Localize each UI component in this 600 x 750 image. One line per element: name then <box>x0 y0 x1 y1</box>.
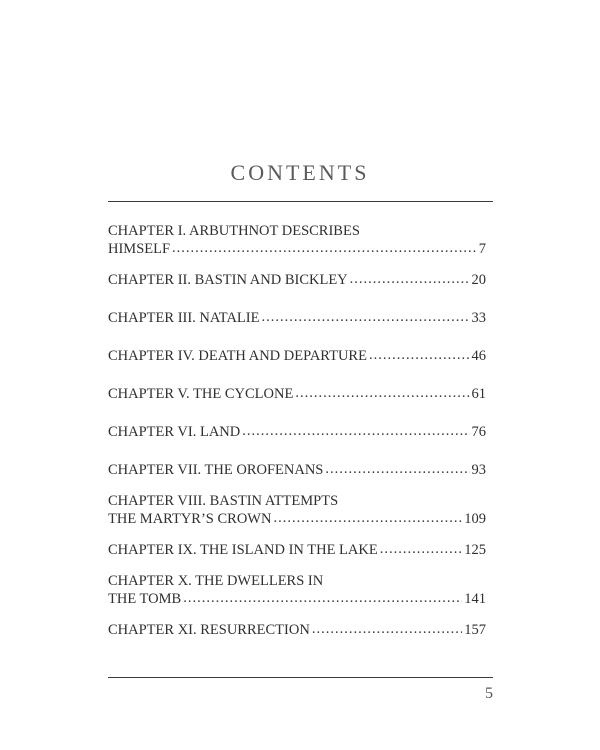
dot-leader <box>273 509 462 527</box>
page-number: 5 <box>485 685 493 702</box>
dot-leader <box>325 460 469 478</box>
toc-entry-title: CHAPTER VI. LAND <box>108 424 241 440</box>
toc-entry-title: CHAPTER II. BASTIN AND BICKLEY <box>108 272 348 288</box>
dot-leader <box>242 422 469 440</box>
dot-leader <box>183 589 462 607</box>
toc-entry-chapter-10[interactable] <box>108 572 486 608</box>
dot-leader <box>295 384 469 402</box>
toc-entry-page-number: 46 <box>471 348 486 364</box>
toc-entry-title: CHAPTER IV. DEATH AND DEPARTURE <box>108 348 367 364</box>
toc-entry-chapter-11[interactable] <box>108 621 486 639</box>
toc-entry-title: CHAPTER V. THE CYCLONE <box>108 386 294 402</box>
dot-leader <box>380 540 463 558</box>
toc-entry-page-number: 109 <box>464 511 486 527</box>
toc-entry-page-number: 141 <box>464 591 486 607</box>
toc-entry-line <box>108 309 486 327</box>
toc-entry-page-number: 7 <box>478 241 486 257</box>
toc-entry-chapter-4[interactable] <box>108 347 486 365</box>
toc-entry-page-number: 93 <box>471 462 486 478</box>
toc-entry-title: CHAPTER IX. THE ISLAND IN THE LAKE <box>108 542 378 558</box>
toc-entry-page-number: 76 <box>471 424 486 440</box>
toc-entry-page-number: 157 <box>464 622 486 638</box>
toc-entry-chapter-8[interactable] <box>108 492 486 528</box>
toc-entry-chapter-5[interactable] <box>108 385 486 403</box>
dot-leader <box>261 308 469 326</box>
toc-entry-title: CHAPTER VII. THE OROFENANS <box>108 462 324 478</box>
toc-entry-page-number: 33 <box>471 310 486 326</box>
toc-entry-line <box>108 423 486 441</box>
toc-entry-line <box>108 271 486 289</box>
toc-entry-title-line1: CHAPTER I. ARBUTHNOT DESCRIBES <box>108 223 360 239</box>
toc-entry-chapter-3[interactable] <box>108 309 486 327</box>
toc-entry-first-line <box>108 572 486 590</box>
toc-entry-title: CHAPTER III. NATALIE <box>108 310 260 326</box>
toc-entry-chapter-6[interactable] <box>108 423 486 441</box>
toc-entry-last-line <box>108 510 486 528</box>
toc-entry-title-line1: CHAPTER X. THE DWELLERS IN <box>108 573 324 589</box>
contents-heading: CONTENTS <box>230 160 370 185</box>
toc-entry-title-line1: CHAPTER VIII. BASTIN ATTEMPTS <box>108 493 339 509</box>
toc-entry-line <box>108 621 486 639</box>
table-of-contents <box>108 222 486 639</box>
toc-entry-title: THE TOMB <box>108 591 182 607</box>
dot-leader <box>172 239 477 257</box>
toc-entry-line <box>108 385 486 403</box>
toc-entry-last-line <box>108 240 486 258</box>
dot-leader <box>369 346 470 364</box>
toc-entry-chapter-1[interactable] <box>108 222 486 258</box>
toc-entry-title: HIMSELF <box>108 241 171 257</box>
toc-entry-page-number: 125 <box>464 542 486 558</box>
toc-entry-chapter-7[interactable] <box>108 461 486 479</box>
bottom-rule <box>108 677 493 678</box>
toc-entry-first-line <box>108 492 486 510</box>
toc-entry-line <box>108 461 486 479</box>
toc-entry-page-number: 20 <box>471 272 486 288</box>
dot-leader <box>312 620 462 638</box>
toc-entry-title: THE MARTYR’S CROWN <box>108 511 272 527</box>
toc-entry-line <box>108 347 486 365</box>
top-rule <box>108 201 493 202</box>
toc-entry-chapter-2[interactable] <box>108 271 486 289</box>
toc-entry-page-number: 61 <box>471 386 486 402</box>
dot-leader <box>350 270 470 288</box>
toc-entry-title: CHAPTER XI. RESURRECTION <box>108 622 310 638</box>
toc-entry-last-line <box>108 590 486 608</box>
toc-entry-first-line <box>108 222 486 240</box>
toc-entry-line <box>108 541 486 559</box>
toc-entry-chapter-9[interactable] <box>108 541 486 559</box>
